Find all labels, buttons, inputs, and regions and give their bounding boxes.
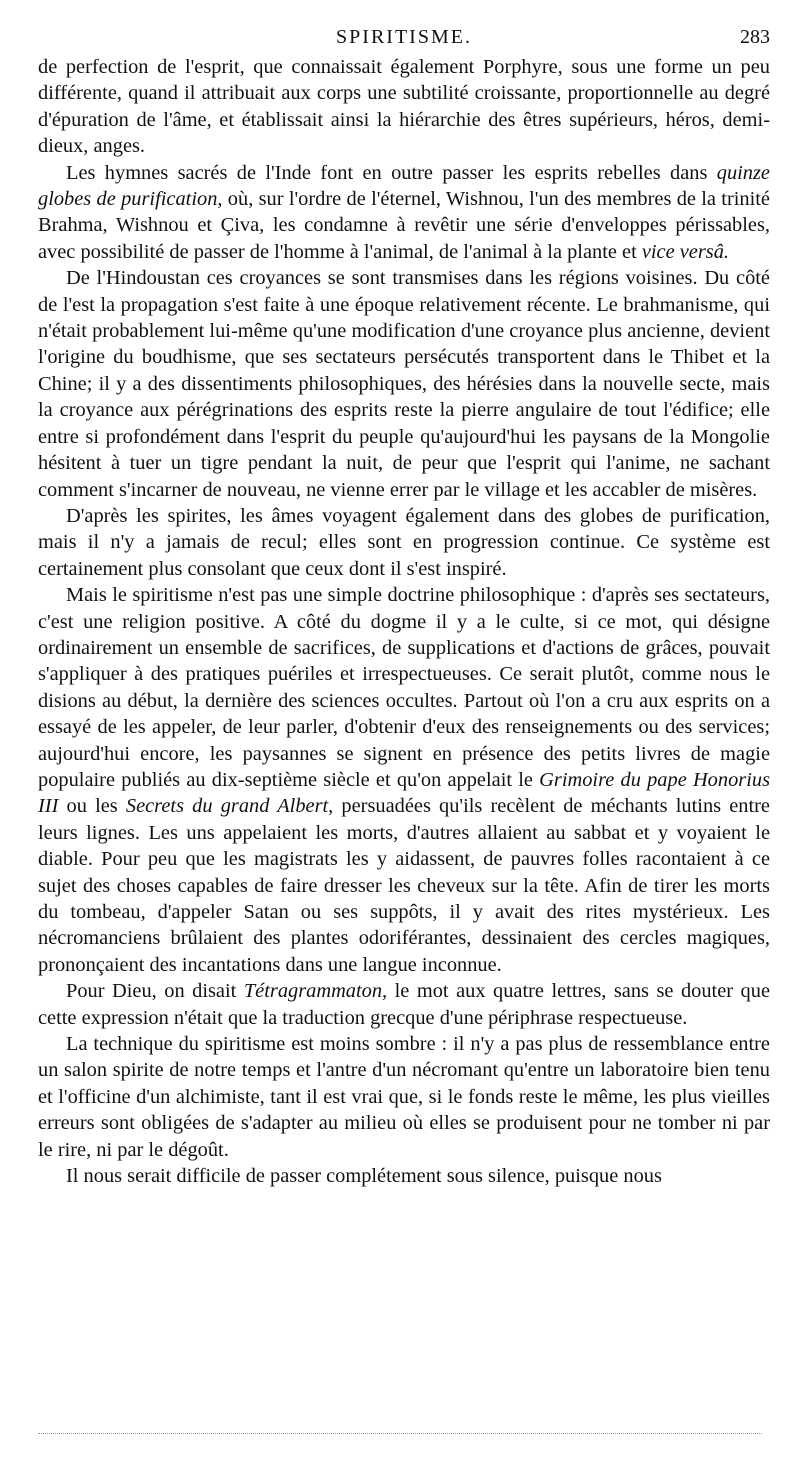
- text-run: ou les: [58, 795, 126, 818]
- text-run: Mais le spiritisme n'est pas une simple doctrine philosophique : d'après ses sectateurs, c'est une religion positive. A côté du dogme il y a le culte, si ce mot, qui désigne ordinairement un ensemble de sacrifices, de supplications et d'actions de grâces, pouvait s'appliquer à des pratiques puériles et irrespectueuses. Ce serait plutôt, comme nous le disions au début, la dernière des sciences occultes. Partout où l'on a cru aux esprits on a essayé de les appeler, de leur parler, d'obtenir d'eux des renseignements ou des services; aujourd'hui encore, les paysannes se signent en présence des petits livres de magie populaire publiés au dix-septième siècle et qu'on appelait le: [38, 584, 770, 791]
- footer-dotted-rule: [38, 1433, 762, 1434]
- text-run: Pour Dieu, on disait: [66, 980, 244, 1003]
- book-page: [38, 20, 770, 1189]
- italic-text-run: Tétragrammaton,: [243, 980, 388, 1003]
- running-title: SPIRITISME.: [336, 26, 472, 48]
- paragraph: [38, 54, 770, 160]
- text-run: D'après les spirites, les âmes voyagent également dans des globes de purification, mais il n'y a jamais de recul; elles sont en progression continue. Ce système est certainement plus consolant que ceux dont il s'est inspiré.: [38, 504, 770, 580]
- italic-text-run: Grimoire du pape Honorius III: [38, 768, 770, 818]
- italic-text-run: quinze globes de purification,: [38, 161, 770, 211]
- text-run: où, sur l'ordre de l'éternel, Wishnou, l'un des membres de la trinité Brahma, Wishnou et Çiva, les condamne à revêtir une série d'enveloppes périssables, avec possibilité de passer de l'homme à l'animal, de l'animal à la plante et: [38, 188, 770, 263]
- italic-text-run: Secrets du grand Albert,: [125, 795, 334, 818]
- text-run: Il nous serait difficile de passer complétement sous silence, puisque nous: [66, 1165, 662, 1188]
- text-run: La technique du spiritisme est moins sombre : il n'y a pas plus de ressemblance entre un salon spirite de notre temps et l'antre d'un nécromant qu'entre un laboratoire bien tenu et l'officine d'un alchimiste, tant il est vrai que, si le fonds reste le même, les plus vieilles erreurs sont obligées de s'adapter au milieu où elles se produisent pour ne tomber ni par le rire, ni par le dégoût.: [38, 1033, 770, 1161]
- text-run: de perfection de l'esprit, que connaissait également Porphyre, sous une forme un peu différente, quand il attribuait aux corps une subtilité croissante, proportionnelle au degré d'épuration de l'âme, et établissait ainsi la hiérarchie des êtres supérieurs, héros, demi-dieux, anges.: [38, 56, 770, 158]
- paragraph: [38, 265, 770, 503]
- text-run: persuadées qu'ils recèlent de méchants lutins entre leurs lignes. Les uns appelaient les morts, d'autres allaient au sabbat et y voyaient le diable. Pour peu que les magistrats les y aidassent, de pauvres folles racontaient à ce sujet des choses capables de faire dresser les cheveux sur la tête. Afin de tirer les morts du tombeau, d'appeler Satan ou ses suppôts, il y avait des rites mystérieux. Les nécromanciens brûlaient des plantes odoriférantes, dessinaient des cercles magiques, prononçaient des incantations dans une langue inconnue.: [38, 795, 770, 976]
- body-text: [38, 54, 770, 1189]
- paragraph: [38, 1163, 770, 1189]
- text-run: Les hymnes sacrés de l'Inde font en outre passer les esprits rebelles dans: [66, 161, 717, 184]
- text-run: le mot aux quatre lettres, sans se douter que cette expression n'était que la traduction grecque d'une périphrase respectueuse.: [38, 980, 770, 1029]
- paragraph: [38, 582, 770, 978]
- text-run: De l'Hindoustan ces croyances se sont transmises dans les régions voisines. Du côté de l'est la propagation s'est faite à une époque relativement récente. Le brahmanisme, qui n'était probablement lui-même qu'une modification d'une croyance plus ancienne, devient l'origine du boudhisme, que ses sectateurs persécutés transportent dans le Thibet et la Chine; il y a des dissentiments philosophiques, des hérésies dans la nouvelle secte, mais la croyance aux pérégrinations des esprits reste la pierre angulaire de tout l'édifice; elle entre si profondément dans l'esprit du peuple qu'aujourd'hui les paysans de la Mongolie hésitent à tuer un tigre pendant la nuit, de peur que l'esprit qui l'anime, ne sachant comment s'incarner de nouveau, ne vienne errer par le village et les accabler de misères.: [38, 267, 770, 501]
- italic-text-run: vice versâ.: [641, 240, 730, 263]
- paragraph: [38, 160, 770, 266]
- paragraph: [38, 978, 770, 1031]
- page-number: 283: [740, 26, 770, 48]
- paragraph: [38, 503, 770, 582]
- paragraph: [38, 1031, 770, 1163]
- running-head: [38, 20, 770, 54]
